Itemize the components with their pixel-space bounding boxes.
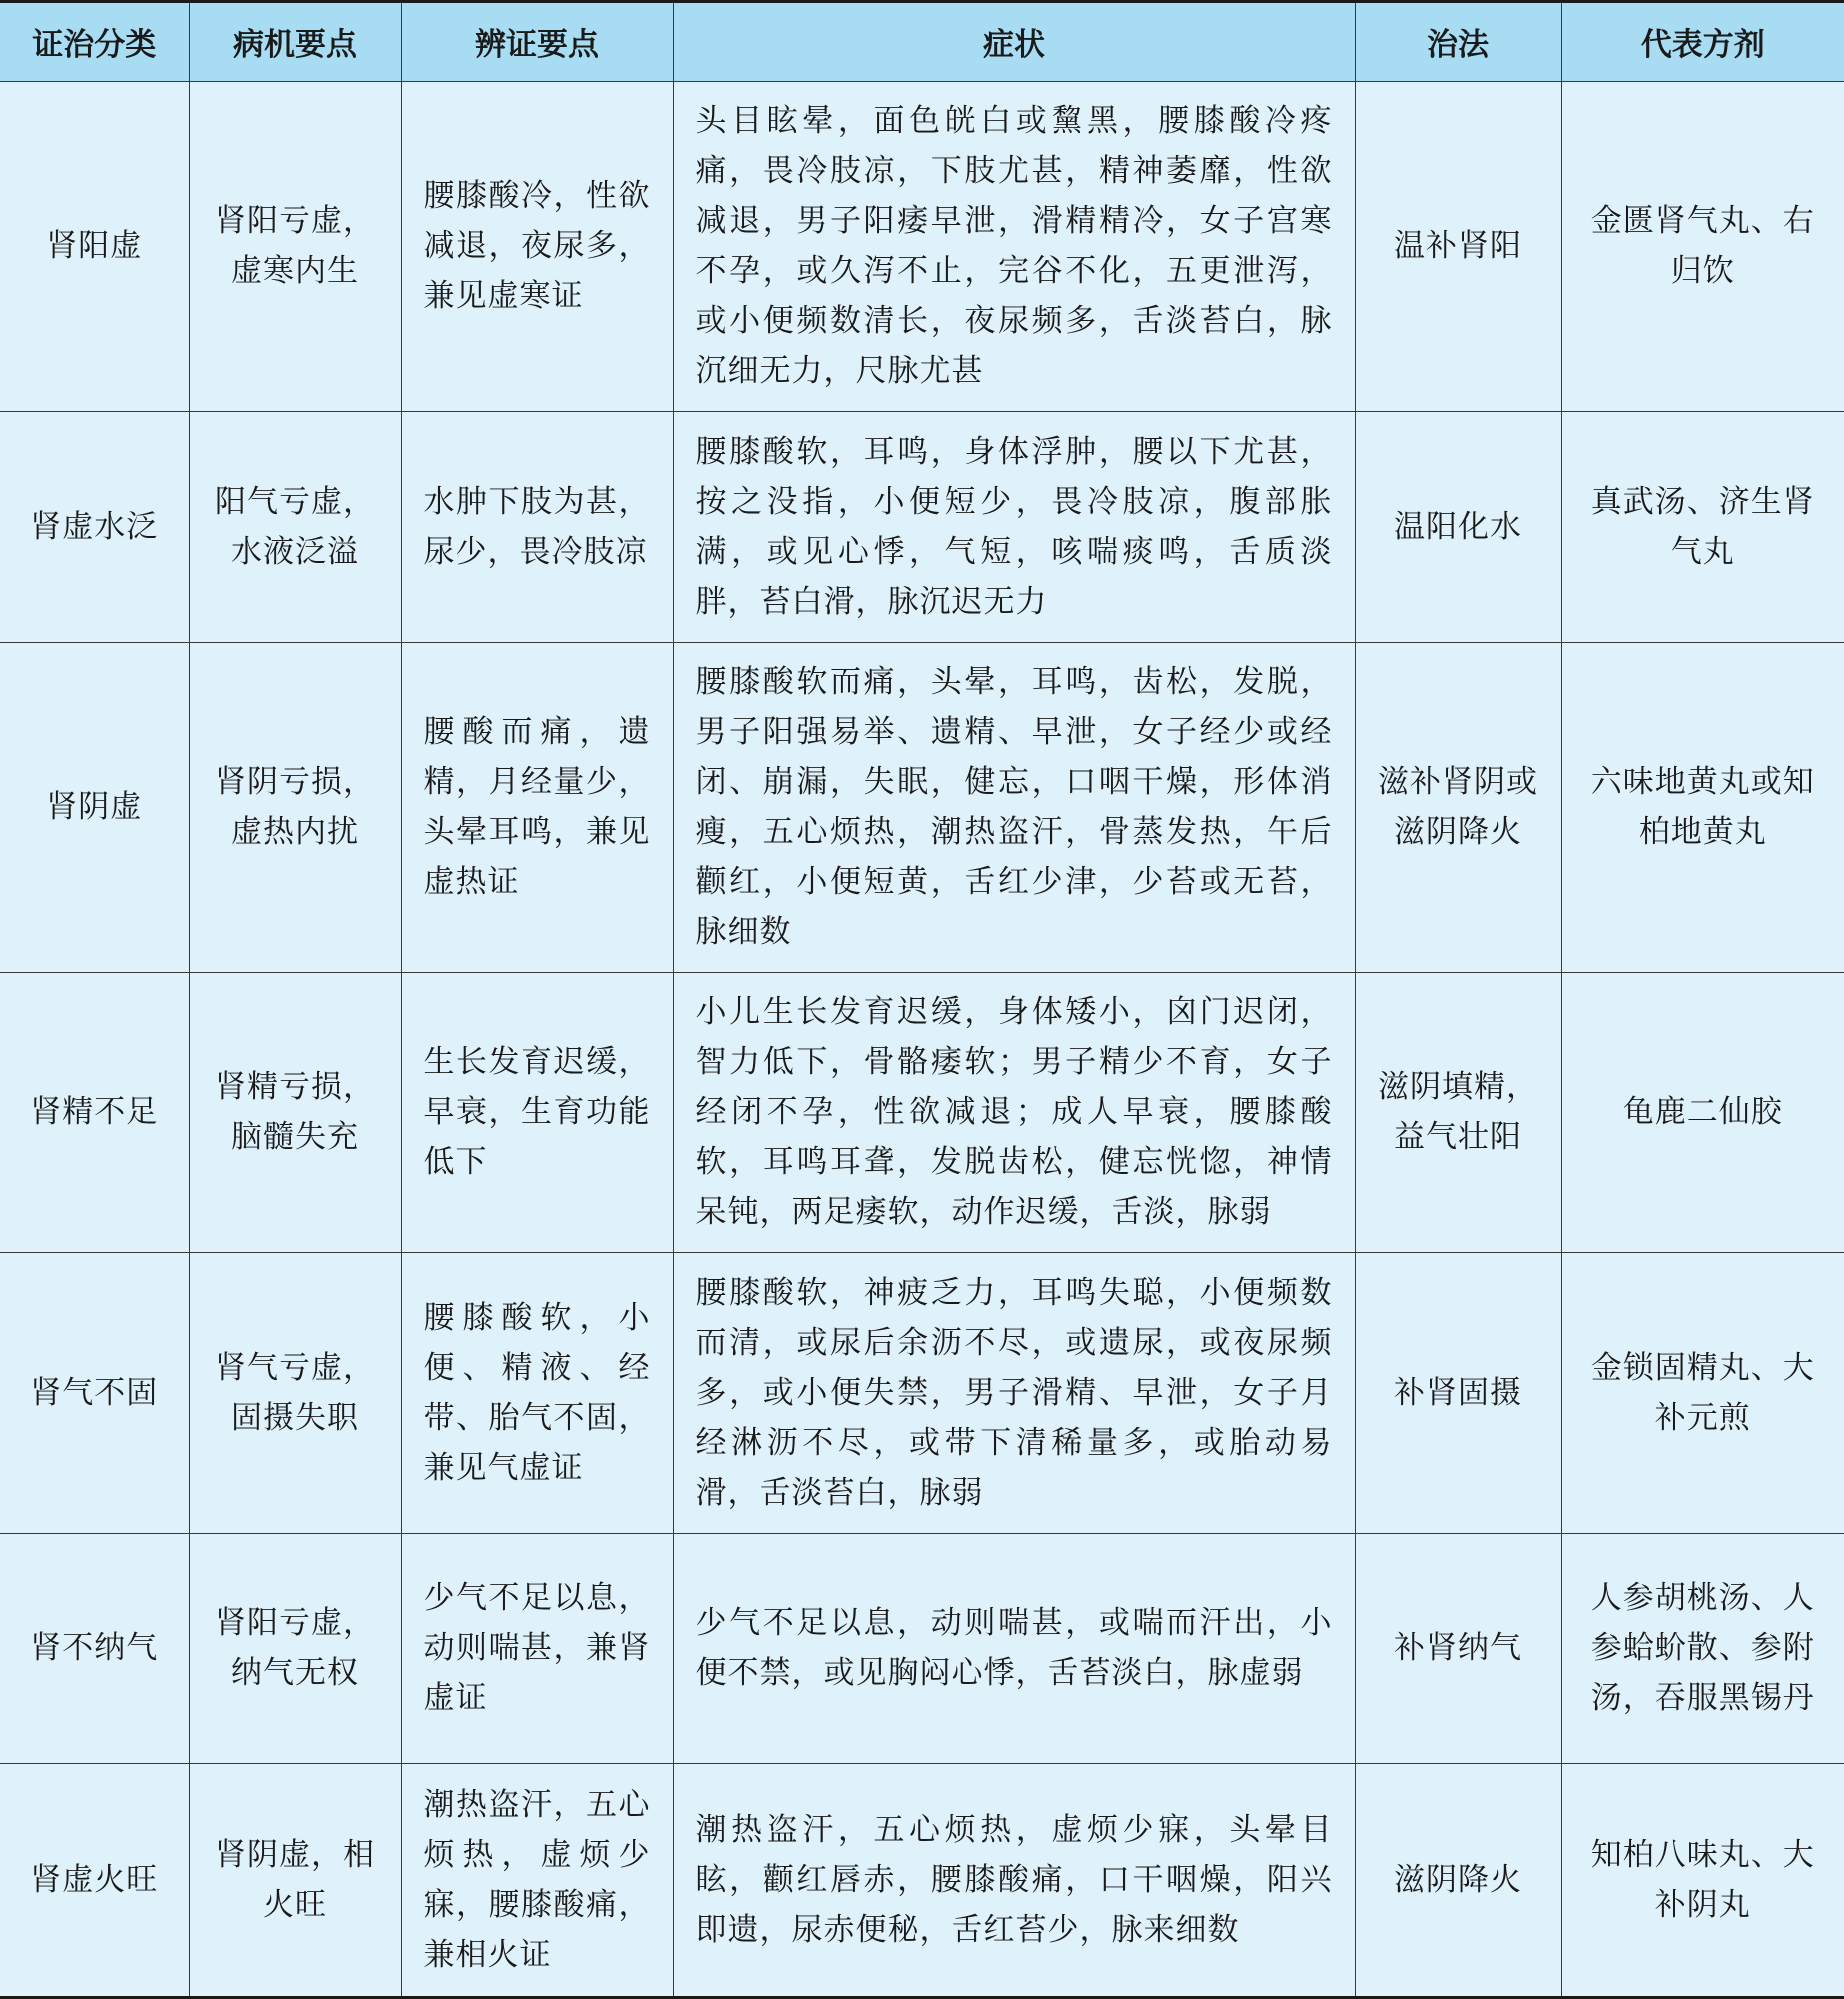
- cell-symptoms: 腰膝酸软，神疲乏力，耳鸣失聪，小便频数而清，或尿后余沥不尽，或遗尿，或夜尿频多，或小便失禁，男子滑精、早泄，女子月经淋沥不尽，或带下清稀量多，或胎动易滑，舌淡苔白，脉弱: [673, 1252, 1355, 1533]
- cell-symptoms: 潮热盗汗，五心烦热，虚烦少寐，头晕目眩，颧红唇赤，腰膝酸痛，口干咽燥，阳兴即遗，尿赤便秘，舌红苔少，脉来细数: [673, 1763, 1355, 1996]
- cell-pathogenesis: 阳气亏虚，水液泛溢: [189, 411, 401, 642]
- cell-pathogenesis: 肾气亏虚，固摄失职: [189, 1252, 401, 1533]
- table-body: [0, 81, 1844, 1996]
- table-row: [0, 642, 1844, 972]
- table-row: [0, 1763, 1844, 1996]
- cell-treatment: 补肾固摄: [1355, 1252, 1561, 1533]
- header-symptoms: 症状: [673, 3, 1355, 81]
- cell-treatment: 滋阴填精，益气壮阳: [1355, 972, 1561, 1252]
- table-row: [0, 1252, 1844, 1533]
- cell-symptoms: 小儿生长发育迟缓，身体矮小，囟门迟闭，智力低下，骨骼痿软；男子精少不育，女子经闭不孕，性欲减退；成人早衰，腰膝酸软，耳鸣耳聋，发脱齿松，健忘恍惚，神情呆钝，两足痿软，动作迟缓，舌淡，脉弱: [673, 972, 1355, 1252]
- cell-key-points: 腰膝酸冷，性欲减退，夜尿多，兼见虚寒证: [401, 81, 673, 411]
- table-row: [0, 972, 1844, 1252]
- table-row: [0, 411, 1844, 642]
- cell-category: 肾虚水泛: [0, 411, 189, 642]
- kidney-syndrome-table: [0, 3, 1844, 1996]
- cell-formula: 金匮肾气丸、右归饮: [1561, 81, 1844, 411]
- cell-category: 肾阴虚: [0, 642, 189, 972]
- table-row: [0, 1533, 1844, 1763]
- cell-pathogenesis: 肾阴虚，相火旺: [189, 1763, 401, 1996]
- cell-formula: 六味地黄丸或知柏地黄丸: [1561, 642, 1844, 972]
- cell-formula: 龟鹿二仙胶: [1561, 972, 1844, 1252]
- header-formula: 代表方剂: [1561, 3, 1844, 81]
- cell-symptoms: 头目眩晕，面色㿠白或黧黑，腰膝酸冷疼痛，畏冷肢凉，下肢尤甚，精神萎靡，性欲减退，男子阳痿早泄，滑精精冷，女子宫寒不孕，或久泻不止，完谷不化，五更泄泻，或小便频数清长，夜尿频多，舌淡苔白，脉沉细无力，尺脉尤甚: [673, 81, 1355, 411]
- cell-key-points: 潮热盗汗，五心烦热，虚烦少寐，腰膝酸痛，兼相火证: [401, 1763, 673, 1996]
- header-treatment: 治法: [1355, 3, 1561, 81]
- cell-formula: 真武汤、济生肾气丸: [1561, 411, 1844, 642]
- cell-key-points: 腰酸而痛，遗精，月经量少，头晕耳鸣，兼见虚热证: [401, 642, 673, 972]
- cell-pathogenesis: 肾精亏损，脑髓失充: [189, 972, 401, 1252]
- header-category: 证治分类: [0, 3, 189, 81]
- cell-formula: 知柏八味丸、大补阴丸: [1561, 1763, 1844, 1996]
- cell-symptoms: 腰膝酸软，耳鸣，身体浮肿，腰以下尤甚，按之没指，小便短少，畏冷肢凉，腹部胀满，或见心悸，气短，咳喘痰鸣，舌质淡胖，苔白滑，脉沉迟无力: [673, 411, 1355, 642]
- cell-key-points: 腰膝酸软，小便、精液、经带、胎气不固，兼见气虚证: [401, 1252, 673, 1533]
- cell-formula: 金锁固精丸、大补元煎: [1561, 1252, 1844, 1533]
- table-header: [0, 3, 1844, 81]
- cell-symptoms: 腰膝酸软而痛，头晕，耳鸣，齿松，发脱，男子阳强易举、遗精、早泄，女子经少或经闭、崩漏，失眠，健忘，口咽干燥，形体消瘦，五心烦热，潮热盗汗，骨蒸发热，午后颧红，小便短黄，舌红少津，少苔或无苔，脉细数: [673, 642, 1355, 972]
- cell-category: 肾气不固: [0, 1252, 189, 1533]
- cell-key-points: 少气不足以息，动则喘甚，兼肾虚证: [401, 1533, 673, 1763]
- cell-formula: 人参胡桃汤、人参蛤蚧散、参附汤，吞服黑锡丹: [1561, 1533, 1844, 1763]
- table-row: [0, 81, 1844, 411]
- cell-category: 肾不纳气: [0, 1533, 189, 1763]
- header-key-points: 辨证要点: [401, 3, 673, 81]
- cell-symptoms: 少气不足以息，动则喘甚，或喘而汗出，小便不禁，或见胸闷心悸，舌苔淡白，脉虚弱: [673, 1533, 1355, 1763]
- header-pathogenesis: 病机要点: [189, 3, 401, 81]
- cell-treatment: 补肾纳气: [1355, 1533, 1561, 1763]
- cell-key-points: 水肿下肢为甚，尿少，畏冷肢凉: [401, 411, 673, 642]
- header-row: [0, 3, 1844, 81]
- cell-category: 肾阳虚: [0, 81, 189, 411]
- cell-treatment: 滋阴降火: [1355, 1763, 1561, 1996]
- cell-treatment: 温补肾阳: [1355, 81, 1561, 411]
- cell-category: 肾精不足: [0, 972, 189, 1252]
- cell-treatment: 温阳化水: [1355, 411, 1561, 642]
- cell-category: 肾虚火旺: [0, 1763, 189, 1996]
- cell-key-points: 生长发育迟缓，早衰，生育功能低下: [401, 972, 673, 1252]
- cell-pathogenesis: 肾阳亏虚，虚寒内生: [189, 81, 401, 411]
- cell-pathogenesis: 肾阳亏虚，纳气无权: [189, 1533, 401, 1763]
- cell-pathogenesis: 肾阴亏损，虚热内扰: [189, 642, 401, 972]
- cell-treatment: 滋补肾阴或滋阴降火: [1355, 642, 1561, 972]
